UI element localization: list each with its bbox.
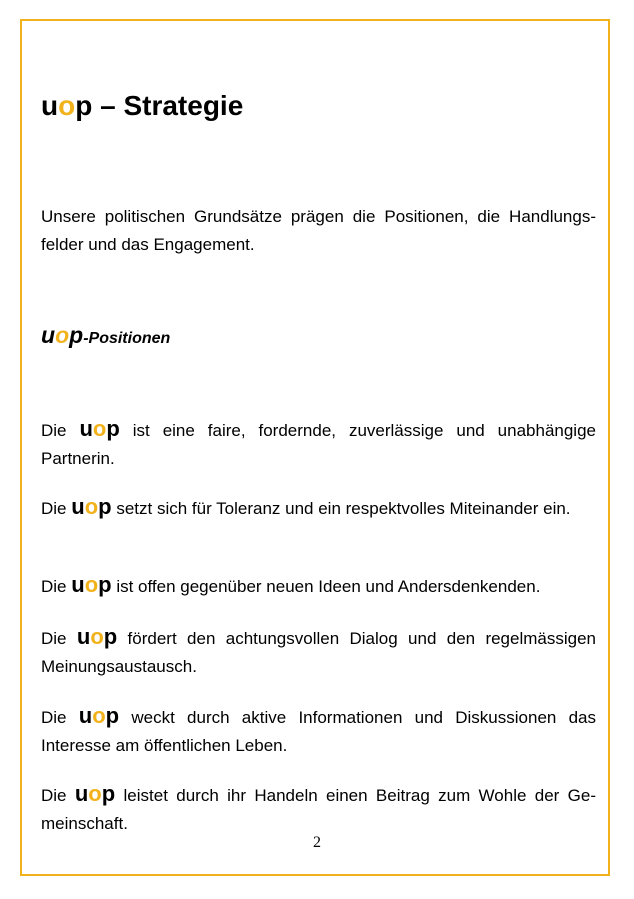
uop-logo: uop (71, 572, 112, 597)
uop-logo: uop (74, 781, 116, 806)
position-statement: Die uop weckt durch aktive Informationen und Diskussionen das Interesse am öffentlichen Leben. (41, 703, 596, 755)
uop-logo: uop (79, 416, 120, 441)
uop-logo: uop (41, 90, 93, 121)
section-heading-text: -Positionen (83, 330, 171, 347)
section-heading (41, 318, 170, 356)
uop-logo: uop (78, 703, 120, 728)
page-title (41, 86, 243, 126)
position-statement: Die uop ist offen gegenüber neuen Ideen und Andersdenkenden. (41, 572, 541, 597)
page-number: 2 (313, 834, 321, 851)
uop-logo: uop (41, 322, 84, 348)
position-statement: Die uop leistet durch ihr Handeln einen Beitrag zum Wohle der Ge-meinschaft. (41, 781, 597, 833)
position-statement: Die uop ist eine faire, fordernde, zuverlässige und unabhängige Partnerin. (41, 416, 596, 468)
uop-logo: uop (71, 494, 112, 519)
uop-logo: uop (76, 624, 118, 649)
position-statement: Die uop setzt sich für Toleranz und ein respektvolles Miteinander ein. (41, 494, 571, 519)
page-title-text: – Strategie (92, 90, 244, 121)
position-statement: Die uop fördert den achtungsvollen Dialog und den regelmässigen Meinungsaustausch. (41, 624, 597, 676)
intro-paragraph: Unsere politischen Grundsätze prägen die Positionen, die Handlungs-felder und das Engagement. (41, 207, 596, 254)
